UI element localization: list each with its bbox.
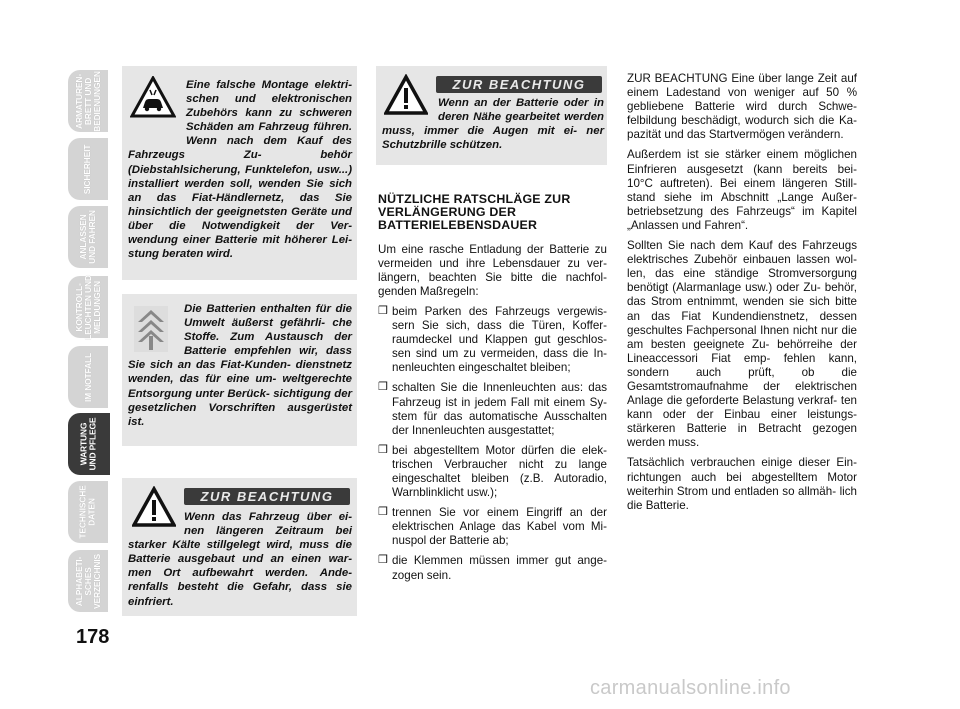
- tab-label: ANLASSEN UND FAHREN: [78, 210, 98, 264]
- paragraph: Tatsächlich verbrauchen einige dieser Ein- richtungen auch bei abgestelltem Motor weiterhin Strom und entladen so allmäh- lich die Batterie.: [627, 456, 857, 512]
- tab-label: SICHERHEIT: [82, 144, 93, 194]
- list-item: ❒ die Klemmen müssen immer gut ange- zogen sein.: [378, 554, 607, 582]
- tab-anlassen[interactable]: [68, 206, 108, 268]
- list-item: ❒ schalten Sie die Innenleuchten aus: das Fahrzeug ist in jedem Fall mit einem Sy- stem für das automatische Ausschalten der Innenleuchten ausgestattet;: [378, 381, 607, 437]
- section-heading: NÜTZLICHE RATSCHLÄGE ZUR VERLÄNGERUNG DER BATTERIELEBENSDAUER: [378, 192, 571, 233]
- box-text: Eine falsche Montage elektri- schen und elektronischen Zubehörs kann zu schweren Schäden am Fahrzeug führen. Wenn nach dem Kauf des Fahrzeugs Zu- behör (Diebstahlsicherung, Funktelefon, usw...) installiert werden soll, wenden Sie sich an das Fiat-Händlernetz, das Sie hinsichtlich der geeignetsten Geräte und über die Notwendigkeit der Ver- wendung einer Batterie mit höherer Lei- stung beraten wird.: [128, 79, 352, 261]
- list-item: ❒ bei abgestelltem Motor dürfen die elek- trischen Verbraucher nicht zu lange eingeschaltet bleiben (z.B. Autoradio, Warnblinklicht usw.);: [378, 443, 607, 500]
- checkbox-bullet-icon: ❒: [378, 381, 388, 394]
- environment-box: [122, 294, 357, 446]
- tab-armaturenbrett[interactable]: [68, 70, 108, 132]
- paragraph: Außerdem ist sie stärker einem möglichen Einfrieren ausgesetzt (kann bereits bei- 10°C auftreten). Bei einem längeren Still- stand siehe im Abschnitt „Lange Außer- betriebsetzung des Fahrzeugs“ im Kapitel „Anlassen und Fahren“.: [627, 148, 857, 232]
- box-text: Wenn an der Batterie oder in deren Nähe gearbeitet werden muss, immer die Augen mit ei- ner Schutzbrille schützen.: [382, 97, 604, 152]
- checkbox-bullet-icon: ❒: [378, 506, 388, 519]
- watermark: carmanualsonline.info: [590, 677, 791, 699]
- list-item: ❒ trennen Sie vor einem Eingriff an der elektrischen Anlage das Kabel vom Mi- nuspol der Batterie ab;: [378, 506, 607, 548]
- tab-label: ALPHABETI- SCHES VERZEICHNIS: [73, 553, 102, 609]
- tab-label: KONTROLL- LEUCHTEN UND MELDUNGEN: [73, 274, 102, 340]
- tab-technische-daten[interactable]: [68, 481, 108, 543]
- tab-label: IM NOTFALL: [82, 352, 93, 402]
- checkbox-bullet-icon: ❒: [378, 443, 388, 456]
- tab-wartung[interactable]: [68, 413, 108, 475]
- page-number: 178: [76, 626, 110, 648]
- tab-label: TECHNISCHE DATEN: [78, 485, 98, 539]
- tab-label: WARTUNG UND PFLEGE: [78, 417, 97, 471]
- box-text: Die Batterien enthalten für die Umwelt äußerst gefährli- che Stoffe. Zum Austausch der Batterie empfehlen wir, dass Sie sich an das Fiat-Kunden- dienstnetz wenden, das für eine um- weltgerechte Entsorgung unter Berück- sichtigung der gesetzlichen Vorschriften ausgerüstet ist.: [128, 303, 352, 428]
- list-item: ❒ beim Parken des Fahrzeugs vergewis- sern Sie sich, dass die Türen, Koffer- raumdeckel und Klappen gut geschlos- sen sind um zu vermeiden, dass die In- nenleuchten eingeschaltet bleiben;: [378, 304, 607, 375]
- checkbox-bullet-icon: ❒: [378, 304, 388, 317]
- zur-beachtung-banner: ZUR BEACHTUNG: [436, 76, 602, 93]
- warning-box-accessories: [122, 66, 357, 280]
- box-text: Wenn das Fahrzeug über ei- nen längeren Zeitraum bei starker Kälte stillgelegt wird, muss die Batterie ausgebaut und an einen war- men Ort aufbewahrt werden. Ande- renfalls besteht die Gefahr, dass sie einfriert.: [128, 511, 352, 608]
- warning-box-goggles: [376, 66, 607, 165]
- intro-paragraph: Um eine rasche Entladung der Batterie zu vermeiden und ihre Lebensdauer zu ver- längern, beachten Sie bitte die nachfol- genden Maßregeln:: [378, 242, 607, 298]
- warning-box-cold: [122, 478, 357, 616]
- tips-list: [378, 305, 607, 583]
- middle-column: [378, 193, 607, 589]
- zur-beachtung-banner: ZUR BEACHTUNG: [184, 488, 350, 505]
- tab-kontrollleuchten[interactable]: [68, 276, 108, 338]
- checkbox-bullet-icon: ❒: [378, 554, 388, 567]
- tab-label: ARMATUREN- BRETT UND BEDIENUNGEN: [73, 70, 102, 132]
- tab-verzeichnis[interactable]: [68, 550, 108, 612]
- paragraph: Sollten Sie nach dem Kauf des Fahrzeugs elektrisches Zubehör einbauen lassen wol- len, das eine ständige Stromversorgung benötigt (Alarmanlage usw.) oder Zu- behör, das Strom entnimmt, wenden sie sich bitte an das Fiat Kundendienstnetz, dessen geschultes Fachpersonal Ihnen nicht nur die am besten geeignete Zu- behörreihe der Lineaccessori Fiat emp- fehlen kann, sondern auch prüft, ob die Gesamtstromaufnahme der elektrischen Anlage die geforderte Belastung verkraf- ten kann oder der Einbau einer leistungs- stärkeren Batterie in Betracht gezogen werden muss.: [627, 239, 857, 450]
- tab-sicherheit[interactable]: [68, 138, 108, 200]
- paragraph: ZUR BEACHTUNG Eine über lange Zeit auf einem Ladestand von weniger auf 50 % gebliebene Batterie wird durch Schwe- felbildung beschädigt, wodurch sich die Ka- pazität und das Startvermögen verändern.: [627, 72, 857, 142]
- tab-im-notfall[interactable]: [68, 346, 108, 408]
- right-column: [627, 72, 857, 519]
